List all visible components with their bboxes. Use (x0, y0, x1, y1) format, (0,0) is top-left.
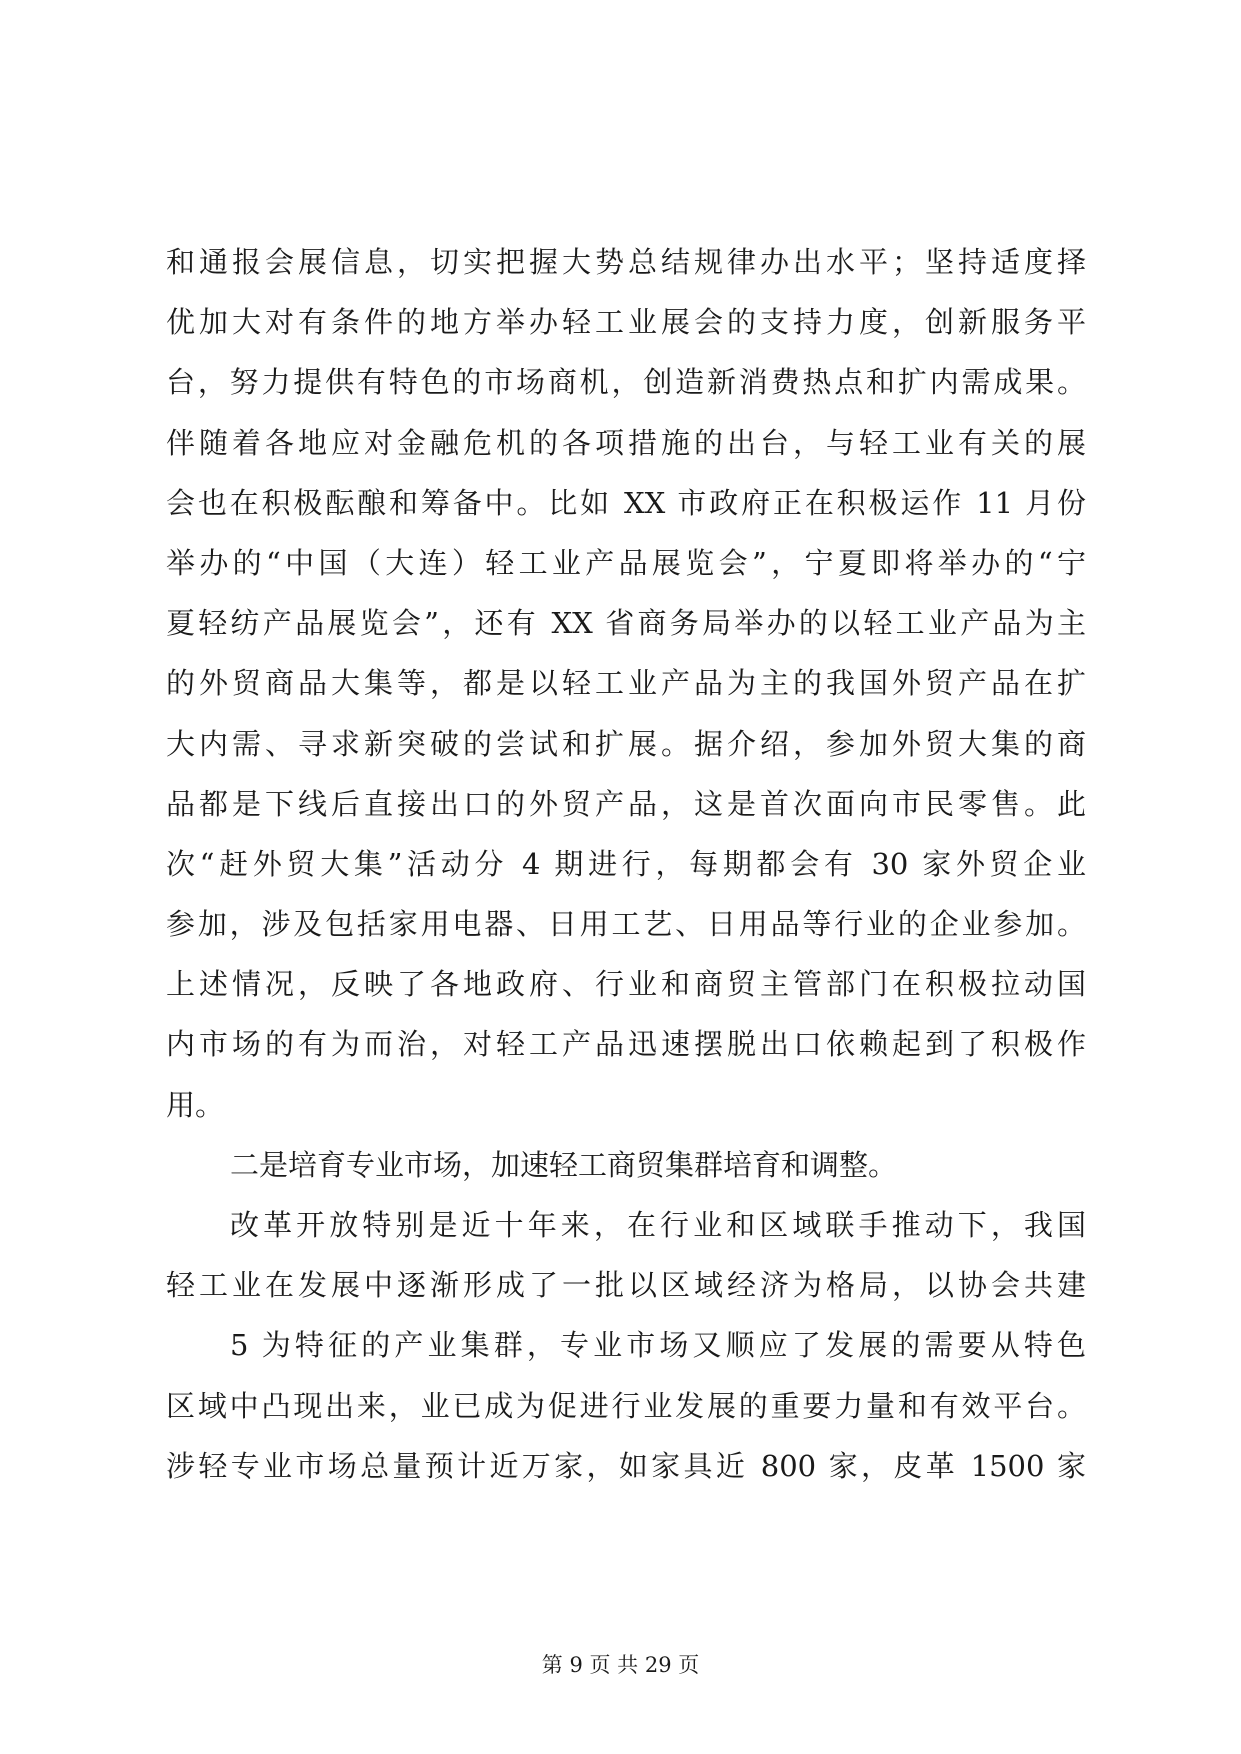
text-line: 大内需、寻求新突破的尝试和扩展。据介绍，参加外贸大集的商 (166, 726, 1086, 761)
text-line: 区域中凸现出来，业已成为促进行业发展的重要力量和有效平台。 (166, 1388, 1086, 1423)
page-footer (0, 1650, 1241, 1680)
text-line: 台，努力提供有特色的市场商机，创造新消费热点和扩内需成果。 (166, 365, 1086, 400)
page-number-label: 第 9 页 共 29 页 (541, 1653, 700, 1677)
text-line: 举办的“中国（大连）轻工业产品展览会”，宁夏即将举办的“宁 (166, 545, 1086, 580)
text-line: 上述情况，反映了各地政府、行业和商贸主管部门在积极拉动国 (166, 967, 1086, 1002)
text-line: 改革开放特别是近十年来，在行业和区域联手推动下，我国 (230, 1208, 1086, 1242)
body-text (166, 232, 1086, 1496)
text-line: 和通报会展信息，切实把握大势总结规律办出水平；坚持适度择 (166, 245, 1086, 279)
text-line: 品都是下线后直接出口的外贸产品，这是首次面向市民零售。此 (166, 786, 1086, 821)
text-line: 涉轻专业市场总量预计近万家，如家具近 800 家，皮革 1500 家 (166, 1448, 1086, 1483)
text-line: 轻工业在发展中逐渐形成了一批以区域经济为格局，以协会共建 (166, 1268, 1086, 1303)
text-line: 参加，涉及包括家用电器、日用工艺、日用品等行业的企业参加。 (166, 907, 1086, 942)
section-heading: 二是培育专业市场，加速轻工商贸集群培育和调整。 (230, 1147, 898, 1182)
text-line: 伴随着各地应对金融危机的各项措施的出台，与轻工业有关的展 (166, 425, 1086, 460)
text-line: 用。 (166, 1087, 225, 1122)
text-line: 会也在积极酝酿和筹备中。比如 XX 市政府正在积极运作 11 月份 (166, 485, 1086, 520)
text-line: 优加大对有条件的地方举办轻工业展会的支持力度，创新服务平 (166, 305, 1086, 340)
text-line: 的外贸商品大集等，都是以轻工业产品为主的我国外贸产品在扩 (166, 666, 1086, 701)
text-line: 夏轻纺产品展览会”，还有 XX 省商务局举办的以轻工业产品为主 (166, 606, 1086, 641)
text-line: 次“赶外贸大集”活动分 4 期进行，每期都会有 30 家外贸企业 (166, 846, 1086, 881)
text-line: 内市场的有为而治，对轻工产品迅速摆脱出口依赖起到了积极作 (166, 1027, 1086, 1062)
text-line: 5 为特征的产业集群，专业市场又顺应了发展的需要从特色 (230, 1328, 1086, 1363)
